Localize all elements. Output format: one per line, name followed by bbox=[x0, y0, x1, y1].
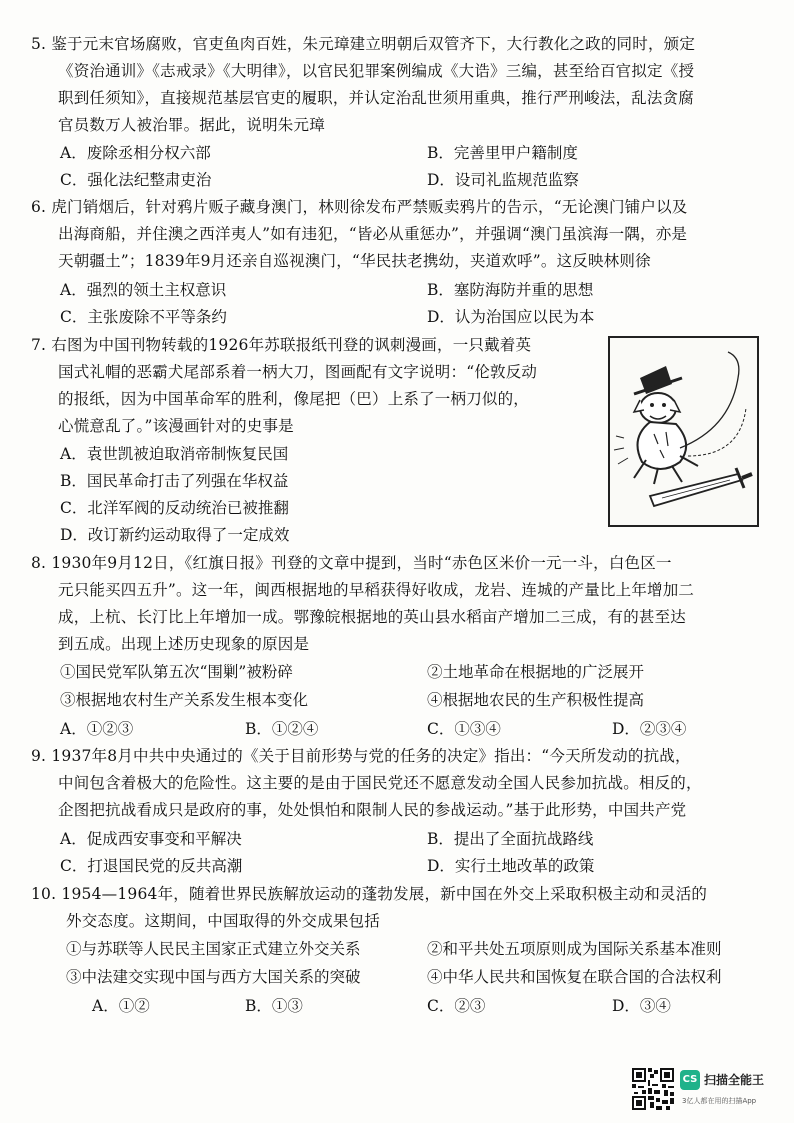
q10-statement-1: ①与苏联等人民民主国家正式建立外交关系 bbox=[66, 940, 361, 958]
q8-statement-4: ④根据地农民的生产积极性提高 bbox=[427, 691, 645, 709]
q6-line-2: 出海商船，并住澳之西洋夷人”如有违犯，“皆必从重惩办”，并强调“澳门虽滨海一隅，亦是 bbox=[58, 225, 688, 243]
q7-line-4: 心慌意乱了。”该漫画针对的史事是 bbox=[58, 417, 294, 435]
q5-option-a[interactable]: A．废除丞相分权六部 bbox=[60, 144, 211, 162]
q8-option-a[interactable]: A．①②③ bbox=[60, 720, 134, 738]
q5-line-2: 《资治通训》《志戒录》《大明律》，以官民犯罪案例编成《大诰》三编，甚至给百官拟定《授 bbox=[58, 62, 695, 80]
q8-number: 8. bbox=[31, 554, 47, 572]
q9-option-b[interactable]: B．提出了全面抗战路线 bbox=[427, 830, 594, 848]
q7-option-c[interactable]: C．北洋军阀的反动统治已被推翻 bbox=[60, 499, 289, 517]
q10-line-2: 外交态度。这期间，中国取得的外交成果包括 bbox=[66, 912, 381, 930]
q6-option-b[interactable]: B．塞防海防并重的思想 bbox=[427, 281, 594, 299]
brand-tagline: 3亿人都在用的扫描App bbox=[682, 1097, 757, 1105]
q10-statement-4: ④中华人民共和国恢复在联合国的合法权利 bbox=[427, 968, 722, 986]
q7-line-1: 7. 右图为中国刊物转载的1926年苏联报纸刊登的讽刺漫画，一只戴着英 bbox=[31, 336, 532, 354]
q7-line-2: 国式礼帽的恶霸犬尾部系着一柄大刀，图画配有文字说明：“伦敦反动 bbox=[58, 363, 538, 381]
q10-option-a[interactable]: A．①② bbox=[92, 997, 150, 1015]
q9-line-1: 9. 1937年8月中共中央通过的《关于目前形势与党的任务的决定》指出：“今天所发动的抗战， bbox=[31, 747, 691, 765]
q7-option-a[interactable]: A．袁世凯被迫取消帝制恢复民国 bbox=[60, 445, 289, 463]
q8-option-b[interactable]: B．①②④ bbox=[245, 720, 319, 738]
scanner-watermark bbox=[632, 1066, 782, 1112]
q8-option-c[interactable]: C．①③④ bbox=[427, 720, 501, 738]
q8-line-1: 8. 1930年9月12日，《红旗日报》刊登的文章中提到，当时“赤色区米价一元一斗，白色区一 bbox=[31, 554, 672, 572]
q7-line-3: 的报纸，因为中国革命军的胜利，像尾把（巴）上系了一柄刀似的， bbox=[58, 390, 530, 408]
camscanner-logo-icon: CS bbox=[680, 1070, 700, 1090]
q8-line-3: 成，上杭、长汀比上年增加一成。鄂豫皖根据地的英山县水稻亩产增加二三成，有的甚至达 bbox=[58, 608, 687, 626]
q9-option-d[interactable]: D．实行土地改革的政策 bbox=[427, 857, 595, 875]
q5-line-1: 5. 鉴于元末官场腐败，官吏鱼肉百姓，朱元璋建立明朝后双管齐下，大行教化之政的同时，颁定 bbox=[31, 35, 696, 53]
q6-line-3: 天朝疆土”；1839年9月还亲自巡视澳门，“华民扶老携幼，夹道欢呼”。这反映林则徐 bbox=[58, 252, 651, 270]
q10-statement-3: ③中法建交实现中国与西方大国关系的突破 bbox=[66, 968, 361, 986]
q9-number: 9. bbox=[31, 747, 47, 765]
q5-line-3: 职到任须知》，直接规范基层官吏的履职，并认定治乱世须用重典，推行严刑峻法，乱法贪腐 bbox=[58, 89, 694, 107]
q8-statement-2: ②土地革命在根据地的广泛展开 bbox=[427, 663, 645, 681]
q6-option-c[interactable]: C．主张废除不平等条约 bbox=[60, 308, 227, 326]
q5-option-b[interactable]: B．完善里甲户籍制度 bbox=[427, 144, 578, 162]
q8-line-4: 到五成。出现上述历史现象的原因是 bbox=[58, 635, 310, 653]
q8-statement-3: ③根据地农村生产关系发生根本变化 bbox=[60, 691, 309, 709]
q6-option-d[interactable]: D．认为治国应以民为本 bbox=[427, 308, 595, 326]
q5-option-d[interactable]: D．设司礼监规范监察 bbox=[427, 171, 579, 189]
q6-number: 6. bbox=[31, 198, 47, 216]
q5-number: 5. bbox=[31, 35, 47, 53]
q8-line-2: 元只能买四五升”。这一年，闽西根据地的早稻获得好收成，龙岩、连城的产量比上年增加二 bbox=[58, 581, 695, 599]
brand-name: 扫描全能王 bbox=[704, 1073, 765, 1087]
qr-code-icon bbox=[632, 1068, 674, 1110]
dog-with-sword-cartoon-icon bbox=[610, 338, 757, 525]
q6-option-a[interactable]: A．强烈的领土主权意识 bbox=[60, 281, 227, 299]
q8-option-d[interactable]: D．②③④ bbox=[612, 720, 687, 738]
q7-number: 7. bbox=[31, 336, 47, 354]
q9-option-c[interactable]: C．打退国民党的反共高潮 bbox=[60, 857, 243, 875]
q9-line-2: 中间包含着极大的危险性。这主要的是由于国民党还不愿意发动全国人民参加抗战。相反的， bbox=[58, 774, 702, 792]
q9-option-a[interactable]: A．促成西安事变和平解决 bbox=[60, 830, 242, 848]
q10-option-c[interactable]: C．②③ bbox=[427, 997, 486, 1015]
q6-line-1: 6. 虎门销烟后，针对鸦片贩子藏身澳门，林则徐发布严禁贩卖鸦片的告示，“无论澳门铺户以及 bbox=[31, 198, 688, 216]
q10-statement-2: ②和平共处五项原则成为国际关系基本准则 bbox=[427, 940, 722, 958]
q10-number: 10. bbox=[31, 885, 57, 903]
q7-option-b[interactable]: B．国民革命打击了列强在华权益 bbox=[60, 472, 289, 490]
q7-option-d[interactable]: D．改订新约运动取得了一定成效 bbox=[60, 526, 290, 544]
q9-line-3: 企图把抗战看成只是政府的事，处处惧怕和限制人民的参战运动。”基于此形势，中国共产党 bbox=[58, 801, 687, 819]
satirical-cartoon-image bbox=[608, 336, 759, 527]
q5-option-c[interactable]: C．强化法纪整肃吏治 bbox=[60, 171, 212, 189]
q5-line-4: 官员数万人被治罪。据此，说明朱元璋 bbox=[58, 116, 325, 134]
q8-statement-1: ①国民党军队第五次“围剿”被粉碎 bbox=[60, 663, 293, 681]
q10-option-d[interactable]: D．③④ bbox=[612, 997, 671, 1015]
q10-line-1: 10. 1954—1964年，随着世界民族解放运动的蓬勃发展，新中国在外交上采取积极主动和灵活的 bbox=[31, 885, 708, 903]
q10-option-b[interactable]: B．①③ bbox=[245, 997, 303, 1015]
